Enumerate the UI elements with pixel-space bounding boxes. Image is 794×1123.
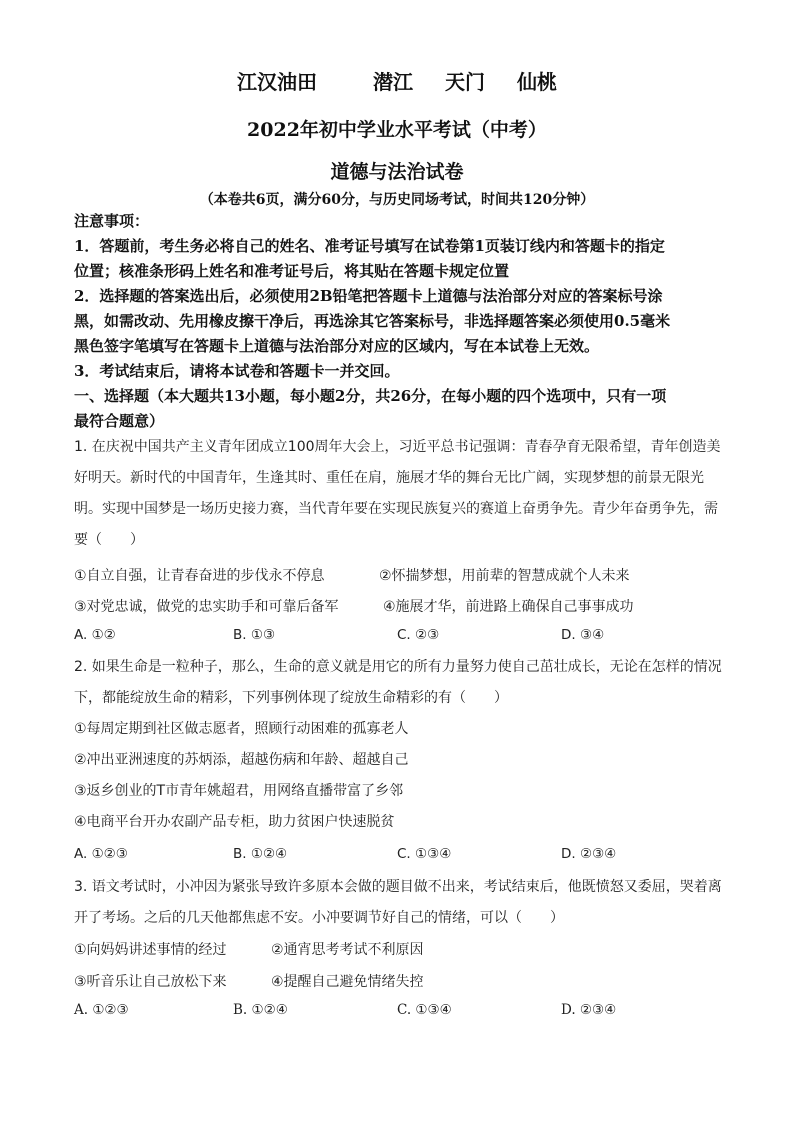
option-b[interactable]: B. ①②④	[233, 1002, 288, 1018]
region-jianghan: 江汉油田	[237, 70, 317, 94]
choice-item: ①每周定期到社区做志愿者，照顾行动困难的孤寡老人	[74, 721, 409, 737]
exam-info: （本卷共6页，满分60分，与历史同场考试，时间共120分钟）	[199, 192, 595, 208]
option-c[interactable]: C. ①③④	[397, 1002, 452, 1018]
choice-item: ③返乡创业的T市青年姚超君，用网络直播带富了乡邻	[74, 783, 404, 799]
region-qianjiang: 潜江	[373, 70, 413, 94]
stem-line: 1. 在庆祝中国共产主义青年团成立100周年大会上，习近平总书记强调：青春孕育无限希望，青年创造美	[74, 439, 721, 455]
stem-line: 要（ ）	[74, 532, 144, 548]
section-heading-line1: 一、选择题（本大题共13小题，每小题2分，共26分，在每小题的四个选项中，只有一项	[74, 387, 667, 405]
option-d[interactable]: D. ②③④	[561, 1002, 617, 1018]
stem-line: 明。实现中国梦是一场历史接力赛，当代青年要在实现民族复兴的赛道上奋勇争先。青少年奋勇争先，需	[74, 501, 718, 517]
choice-item: ④施展才华，前进路上确保自己事事成功	[383, 599, 634, 615]
choice-item: ①自立自强，让青春奋进的步伐永不停息	[74, 568, 325, 584]
choice-item: ③听音乐让自己放松下来	[74, 974, 227, 990]
option-b[interactable]: B. ①③	[233, 627, 276, 643]
region-tianmen: 天门	[445, 70, 485, 94]
section-heading-line2: 最符合题意）	[74, 412, 165, 430]
question-3-stem	[74, 872, 724, 934]
stem-line: 好明天。新时代的中国青年，生逢其时、重任在肩，施展才华的舞台无比广阔，实现梦想的前景无限光	[74, 470, 704, 486]
exam-title: 2022年初中学业水平考试（中考）	[247, 119, 547, 141]
notice-line: 位置；核准条形码上姓名和准考证号后，将其贴在答题卡规定位置	[74, 262, 510, 280]
region-header	[0, 66, 794, 95]
stem-line: 下，都能绽放生命的精彩，下列事例体现了绽放生命精彩的有（ ）	[74, 690, 508, 706]
choice-item: ②怀揣梦想，用前辈的智慧成就个人未来	[379, 568, 630, 584]
region-xiantao: 仙桃	[517, 70, 557, 94]
notice-section	[74, 209, 724, 434]
option-c[interactable]: C. ②③	[397, 627, 440, 643]
stem-line: 2. 如果生命是一粒种子，那么，生命的意义就是用它的所有力量努力使自己茁壮成长，无论在怎样的情况	[74, 659, 722, 675]
option-a[interactable]: A. ①②③	[74, 1002, 129, 1018]
question-1-stem	[74, 432, 724, 556]
option-b[interactable]: B. ①②④	[233, 846, 288, 862]
notice-line: 黑色签字笔填写在答题卡上道德与法治部分对应的区域内，写在本试卷上无效。	[74, 337, 600, 355]
choice-item: ②冲出亚洲速度的苏炳添，超越伤病和年龄、超越自己	[74, 752, 409, 768]
choice-item: ②通宵思考考试不利原因	[271, 942, 424, 958]
choice-item: ④提醒自己避免情绪失控	[271, 974, 424, 990]
notice-line: 1．答题前，考生务必将自己的姓名、准考证号填写在试卷第1页装订线内和答题卡的指定	[74, 237, 665, 255]
choice-item: ①向妈妈讲述事情的经过	[74, 942, 227, 958]
option-d[interactable]: D. ②③④	[561, 846, 617, 862]
option-a[interactable]: A. ①②③	[74, 846, 128, 862]
question-2-stem	[74, 652, 724, 838]
notice-heading: 注意事项：	[74, 212, 150, 230]
notice-line: 2．选择题的答案选出后，必须使用2B铅笔把答题卡上道德与法治部分对应的答案标号涂	[74, 287, 663, 305]
stem-line: 开了考场。之后的几天他都焦虑不安。小冲要调节好自己的情绪，可以（ ）	[74, 910, 564, 926]
option-d[interactable]: D. ③④	[561, 627, 605, 643]
notice-line: 3．考试结束后，请将本试卷和答题卡一并交回。	[74, 362, 400, 380]
notice-line: 黑，如需改动、先用橡皮擦干净后，再选涂其它答案标号，非选择题答案必须使用0.5毫米	[74, 312, 671, 330]
stem-line: 3. 语文考试时，小冲因为紧张导致许多原本会做的题目做不出来，考试结束后，他既愤怒又委屈，哭着离	[74, 879, 722, 895]
subject-title: 道德与法治试卷	[330, 161, 464, 183]
option-c[interactable]: C. ①③④	[397, 846, 452, 862]
choice-item: ③对党忠诚，做党的忠实助手和可靠后备军	[74, 599, 339, 615]
choice-item: ④电商平台开办农副产品专柜，助力贫困户快速脱贫	[74, 814, 395, 830]
option-a[interactable]: A. ①②	[74, 627, 116, 643]
